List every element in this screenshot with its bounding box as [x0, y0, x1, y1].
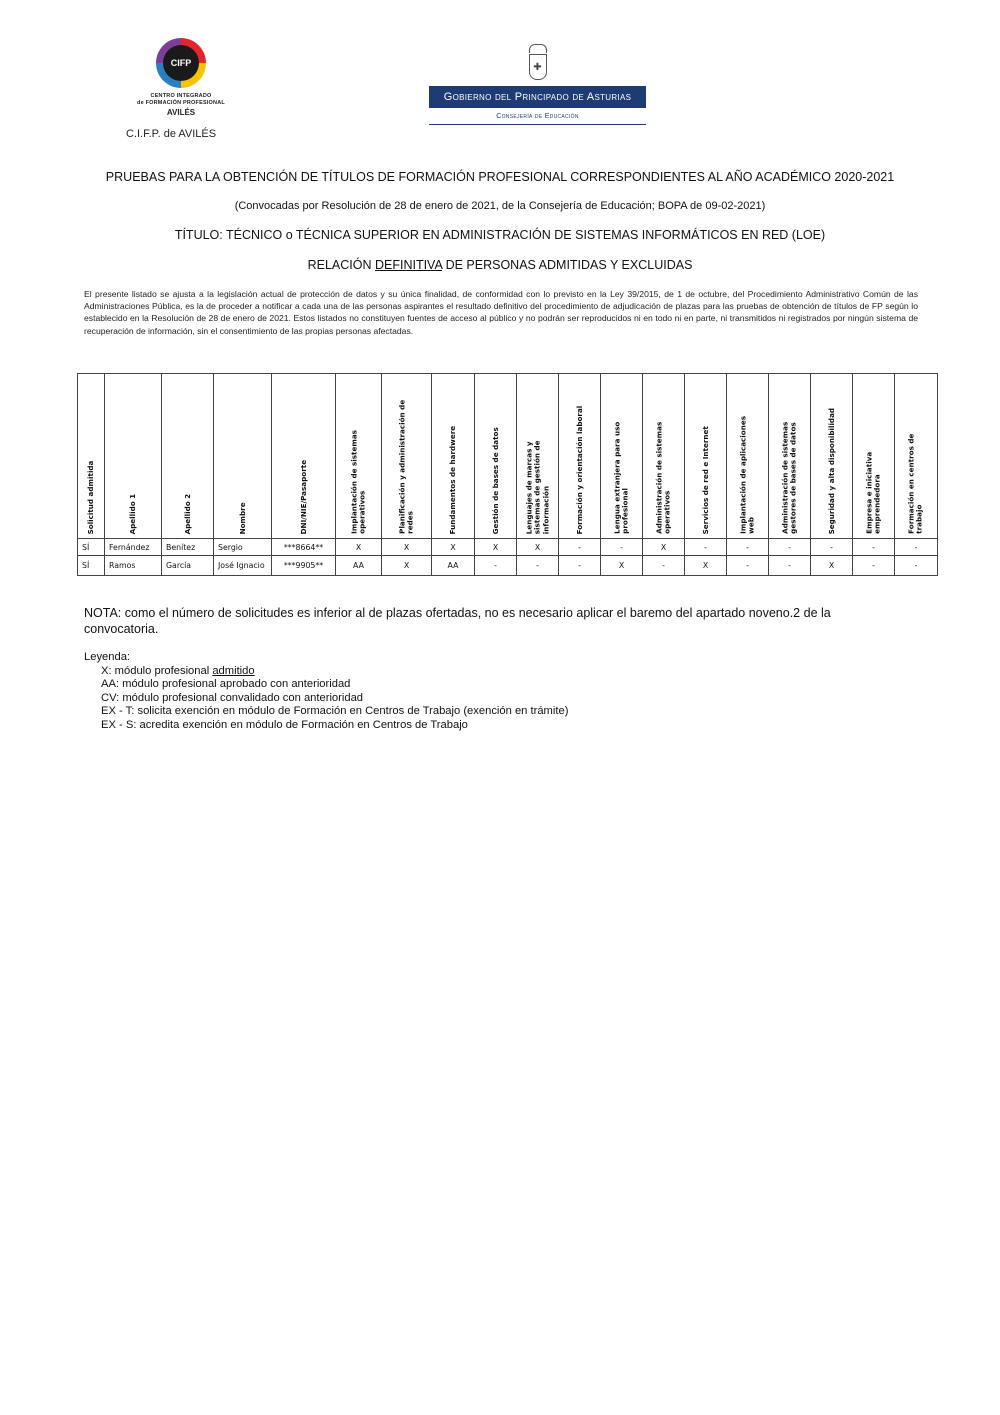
- col-header: Apellido 2: [162, 374, 214, 539]
- page-title: PRUEBAS PARA LA OBTENCIÓN DE TÍTULOS DE FORMACIÓN PROFESIONAL CORRESPONDIENTES AL AÑO ACADÉMICO 2020-2021: [105, 170, 895, 184]
- col-header: Lengua extranjera para uso profesional: [601, 374, 643, 539]
- legend: [84, 651, 568, 733]
- crown-icon: [529, 44, 547, 53]
- table-cell: -: [643, 556, 685, 576]
- table-cell: SÍ: [78, 539, 105, 556]
- relacion-heading: [80, 258, 920, 272]
- col-header: Administración de sistemas gestores de bases de datos: [769, 374, 811, 539]
- col-header: Fundamentos de hardwere: [432, 374, 475, 539]
- legal-notice: El presente listado se ajusta a la legislación actual de protección de datos y su única finalidad, de conformidad con lo previsto en la Ley 39/2015, de 1 de octubre, del Procedimiento Administrativo Común de las Administraciones Pública, es la de proceder a notificar a cada una de las personas aspirantes el resultado definitivo del procedimiento de adjudicación de plazas para las pruebas de obtención de títulos de FP según lo establecido en la Resolución de 28 de enero de 2021. Estos listados no constituyen fuentes de acceso al público y no podrán ser reproducidos ni en todo ni en parte, ni transmitidos ni registrados por ningún sistema de recuperación de información, sin el consentimiento de las propias personas afectadas.: [84, 289, 918, 336]
- titulo-heading: TÍTULO: TÉCNICO o TÉCNICA SUPERIOR EN ADMINISTRACIÓN DE SISTEMAS INFORMÁTICOS EN RED (LOE): [174, 228, 826, 242]
- col-header: Empresa e iniciativa emprendedora: [853, 374, 895, 539]
- cifp-logo: [126, 38, 236, 117]
- table-cell: -: [601, 539, 643, 556]
- table-cell: X: [432, 539, 475, 556]
- table-cell: José Ignacio: [214, 556, 272, 576]
- legend-item-underlined: admitido: [212, 664, 255, 677]
- table-cell: -: [811, 539, 853, 556]
- table-cell: X: [643, 539, 685, 556]
- legend-item: EX - T: solicita exención en módulo de Formación en Centros de Trabajo (exención en trámite): [101, 705, 569, 718]
- table-cell: X: [382, 556, 432, 576]
- table-cell: Ramos: [105, 556, 162, 576]
- table-header-row: [78, 374, 938, 539]
- col-header: Gestión de bases de datos: [475, 374, 517, 539]
- cifp-logo-icon: [156, 38, 206, 88]
- cifp-logo-text: [126, 93, 236, 107]
- col-header: Seguridad y alta disponibilidad: [811, 374, 853, 539]
- col-header: Apellido 1: [105, 374, 162, 539]
- col-header: Implantación de sistemas operativos: [336, 374, 382, 539]
- legend-item: AA: módulo profesional aprobado con anterioridad: [101, 678, 351, 691]
- coat-of-arms-icon: [529, 44, 547, 80]
- cifp-logo-line-2: de FORMACIÓN PROFESIONAL: [137, 100, 225, 106]
- col-header: Lenguajes de marcas y sistemas de gestión de información: [517, 374, 559, 539]
- table-cell: X: [475, 539, 517, 556]
- table-cell: -: [517, 556, 559, 576]
- table-cell: Benítez: [162, 539, 214, 556]
- table-cell: X: [517, 539, 559, 556]
- table-row: [78, 556, 938, 576]
- table-cell: -: [895, 556, 938, 576]
- table-cell: -: [685, 539, 727, 556]
- table-cell: X: [811, 556, 853, 576]
- table-cell: X: [382, 539, 432, 556]
- table-cell: Fernández: [105, 539, 162, 556]
- gov-logo: [429, 44, 646, 125]
- legend-item: [84, 665, 568, 679]
- table-cell: Sergio: [214, 539, 272, 556]
- shield-icon: ✚: [529, 54, 547, 80]
- col-header: Formación en centros de trabajo: [895, 374, 938, 539]
- table-cell: -: [475, 556, 517, 576]
- cifp-logo-city: AVILÉS: [166, 108, 196, 117]
- table-cell: -: [853, 539, 895, 556]
- table-cell: SÍ: [78, 556, 105, 576]
- table-cell: X: [336, 539, 382, 556]
- table-cell: -: [727, 556, 769, 576]
- col-header: Implantación de aplicaciones web: [727, 374, 769, 539]
- gov-title: Gobierno del Principado de Asturias: [429, 86, 646, 108]
- cifp-caption: C.I.F.P. de AVILÉS: [126, 128, 217, 140]
- legend-title: Leyenda:: [84, 651, 131, 663]
- table-cell: ***9905**: [272, 556, 336, 576]
- table-cell: AA: [432, 556, 475, 576]
- table-cell: -: [769, 539, 811, 556]
- cifp-logo-line-1: CENTRO INTEGRADO: [150, 93, 212, 99]
- table-row: [78, 539, 938, 556]
- col-header: DNI/NIE/Pasaporte: [272, 374, 336, 539]
- table-cell: García: [162, 556, 214, 576]
- table-cell: -: [769, 556, 811, 576]
- cifp-logo-mark: CIFP: [163, 45, 199, 81]
- table-cell: AA: [336, 556, 382, 576]
- table-cell: X: [601, 556, 643, 576]
- legend-item: CV: módulo profesional convalidado con anterioridad: [101, 691, 364, 704]
- table-cell: -: [559, 539, 601, 556]
- relacion-before: RELACIÓN: [307, 258, 375, 272]
- table-cell: -: [853, 556, 895, 576]
- convocatoria-line: (Convocadas por Resolución de 28 de enero de 2021, de la Consejería de Educación; BOPA de 09-02-2021): [234, 200, 766, 212]
- table-cell: -: [895, 539, 938, 556]
- table-cell: -: [559, 556, 601, 576]
- nota: NOTA: como el número de solicitudes es inferior al de plazas ofertadas, no es necesario aplicar el baremo del apartado noveno.2 de la convocatoria.: [84, 606, 831, 636]
- col-header: Planificación y administración de redes: [382, 374, 432, 539]
- col-header: Administración de sistemas operativos: [643, 374, 685, 539]
- relacion-underlined: DEFINITIVA: [374, 258, 443, 272]
- admissions-table: [77, 373, 938, 576]
- table-cell: -: [727, 539, 769, 556]
- table-cell: ***8664**: [272, 539, 336, 556]
- legend-item: EX - S: acredita exención en módulo de Formación en Centros de Trabajo: [101, 718, 468, 731]
- legend-item-text: X: módulo profesional: [101, 664, 213, 677]
- col-header: Formación y orientación laboral: [559, 374, 601, 539]
- table-cell: X: [685, 556, 727, 576]
- col-header: Nombre: [214, 374, 272, 539]
- col-header: Solicitud admitida: [78, 374, 105, 539]
- gov-department: Consejería de Educación: [429, 113, 646, 125]
- relacion-after: DE PERSONAS ADMITIDAS Y EXCLUIDAS: [442, 258, 693, 272]
- col-header: Servicios de red e Internet: [685, 374, 727, 539]
